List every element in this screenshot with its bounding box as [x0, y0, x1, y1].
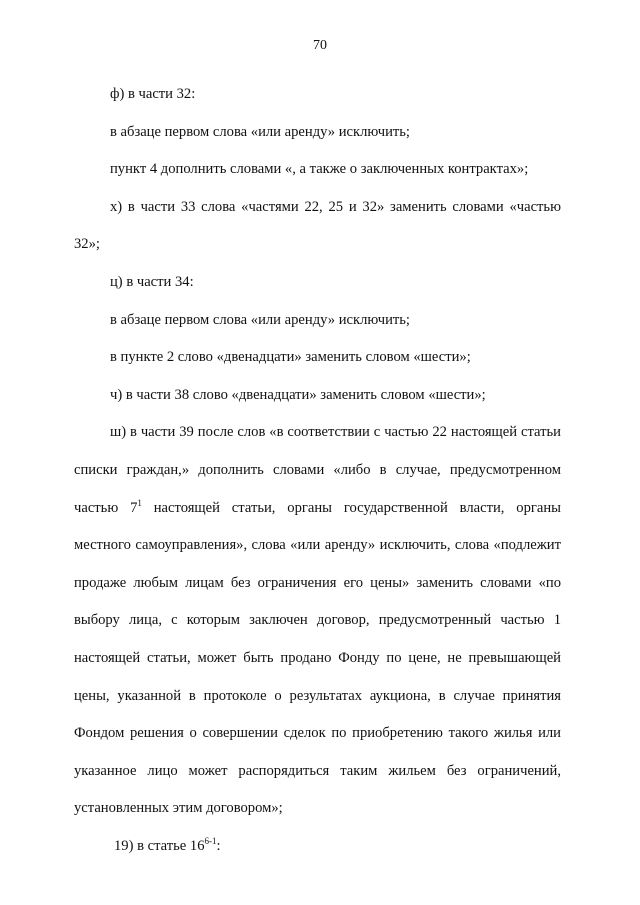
paragraph-ch: ч) в части 38 слово «двенадцати» заменить словом «шести»;: [110, 386, 486, 403]
paragraph-article-19-part-1: 19) в статье 16: [114, 837, 205, 854]
superscript-1: 1: [137, 497, 142, 508]
paragraph-point-4: пункт 4 дополнить словами «, а также о заключенных контрактах»;: [110, 161, 529, 178]
paragraph-point-2: в пункте 2 слово «двенадцати» заменить словом «шести»;: [110, 349, 471, 366]
paragraph-first-abzats: в абзаце первом слова «или аренду» исключить;: [110, 123, 410, 140]
paragraph-sh: [74, 414, 561, 828]
paragraph-article-19-part-2: :: [216, 837, 221, 854]
paragraph-f: ф) в части 32:: [110, 86, 196, 102]
paragraph-first-abzats-2: в абзаце первом слова «или аренду» исключить;: [110, 311, 410, 328]
paragraph-article-19: [74, 828, 561, 866]
page-number: 70: [313, 38, 327, 53]
paragraph-ts: ц) в части 34:: [110, 273, 194, 290]
superscript-6-1: 6-1: [204, 836, 217, 847]
paragraph-sh-part-2: настоящей статьи, органы государственной власти, органы местного самоуправления», слова «или аренду» исключить, слова «подлежит продаже любым лицам без ограничения его цены» заменить словами «по выбору лица, с которым заключен договор, предусмотренный частью 1 настоящей статьи, может быть продано Фонду по цене, не превышающей цены, указанной в протоколе о результатах аукциона, в случае принятия Фондом решения о совершении сделок по приобретению такого жилья или указанное лицо может распорядиться таким жильем без ограничений, установленных этим договором»;: [74, 499, 561, 817]
paragraph-sh-part-1: ш) в части 39 после слов «в соответствии с частью 22 настоящей статьи списки граждан,» дополнить словами «либо в случае, предусмотренном частью 7: [74, 424, 561, 516]
paragraph-h: х) в части 33 слова «частями 22, 25 и 32» заменить словами «частью 32»;: [74, 198, 561, 253]
document-body: [74, 76, 561, 865]
